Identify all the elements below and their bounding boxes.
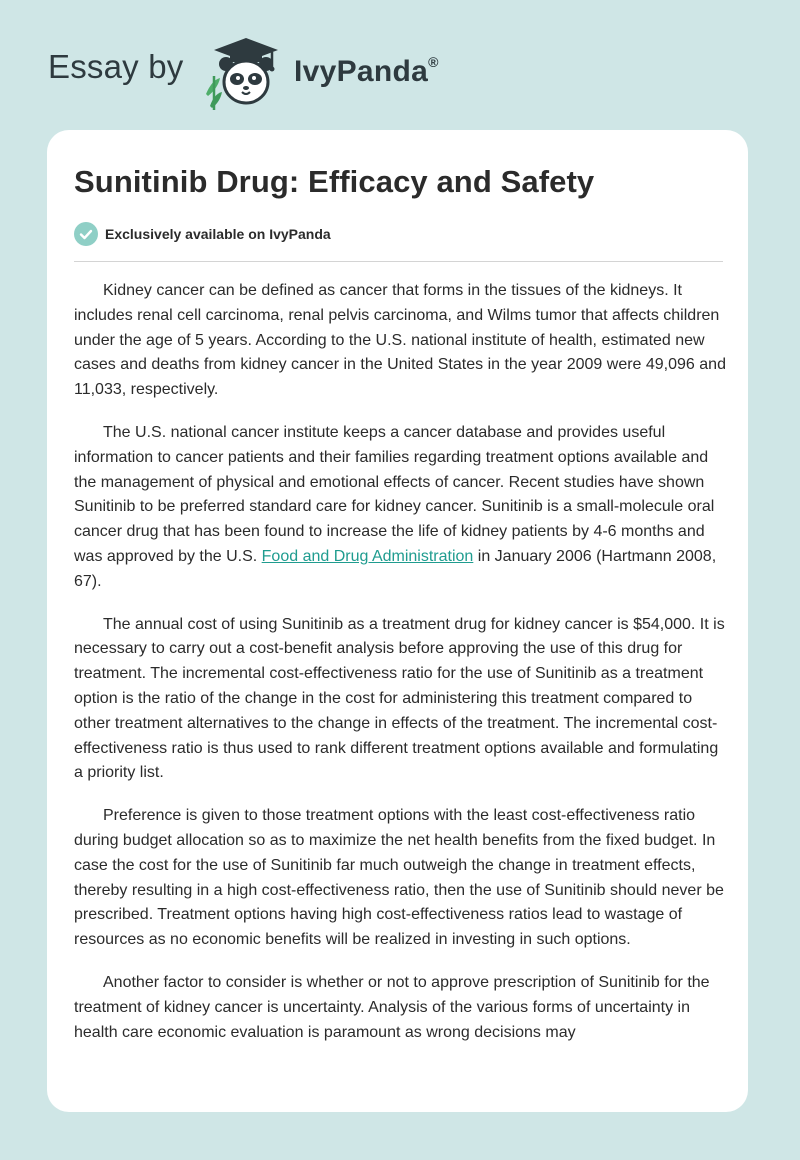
- paragraph: Preference is given to those treatment options with the least cost-effectiveness ratio during budget allocation so as to maximize the net health benefits from the fixed budget. In case the cost for the use of Sunitinib far much outweigh the change in treatment effects, thereby resulting in a high cost-effectiveness ratio, then the use of Sunitinib should never be prescribed. Treatment options having high cost-effectiveness ratios lead to wastage of resources as no economic benefits will be realized in investing in such options.: [74, 807, 724, 949]
- essay-body: [74, 279, 726, 1063]
- registered-mark: ®: [428, 54, 439, 70]
- exclusive-badge: [74, 221, 331, 247]
- exclusive-label: Exclusively available on IvyPanda: [105, 226, 331, 242]
- paragraph: Another factor to consider is whether or not to approve prescription of Sunitinib for the treatment of kidney cancer is uncertainty. Analysis of the various forms of uncertainty in health care economic evaluation is paramount as wrong decisions may: [74, 973, 710, 1041]
- paragraph: [74, 421, 726, 595]
- paragraph: Kidney cancer can be defined as cancer that forms in the tissues of the kidneys. It includes renal cell carcinoma, renal pelvis carcinoma, and Wilms tumor that affects children under the age of 5 years. According to the U.S. national institute of health, estimated new cases and deaths from kidney cancer in the United States in the year 2009 were 49,096 and 11,033, respectively.: [74, 282, 726, 399]
- divider: [74, 261, 723, 262]
- paragraph-text: The U.S. national cancer institute keeps a cancer database and provides useful information to cancer patients and their families regarding treatment options available and the management of physical and emotional effects of cancer. Recent studies have shown Sunitinib to be preferred standard care for kidney cancer. Sunitinib is a small-molecule oral cancer drug that has been found to increase the life of kidney patients by 4-6 months and was approved by the U.S.: [74, 423, 715, 565]
- site-header: [0, 0, 800, 130]
- brand-text: IvyPanda: [294, 55, 429, 88]
- paragraph: The annual cost of using Sunitinib as a treatment drug for kidney cancer is $54,000. It is necessary to carry out a cost-benefit analysis before approving the use of this drug for treatment. The incremental cost-effectiveness ratio for the use of Sunitinib as a treatment option is the ratio of the change in the cost for administering this treatment compared to other treatment alternatives to the change in effects of the treatment. The incremental cost-effectiveness ratio is thus used to rank different treatment options available and formulating a priority list.: [74, 615, 725, 782]
- brand-name[interactable]: [294, 54, 439, 89]
- panda-graduate-icon[interactable]: [200, 34, 288, 110]
- page-title: Sunitinib Drug: Efficacy and Safety: [74, 164, 595, 199]
- essay-card: [47, 130, 748, 1112]
- fda-link[interactable]: Food and Drug Administration: [261, 547, 474, 565]
- paragraph-text: in January 2006 (Hartmann 2008, 67).: [74, 547, 717, 590]
- essay-by-label: Essay by: [48, 48, 184, 85]
- check-badge-icon: [74, 222, 98, 246]
